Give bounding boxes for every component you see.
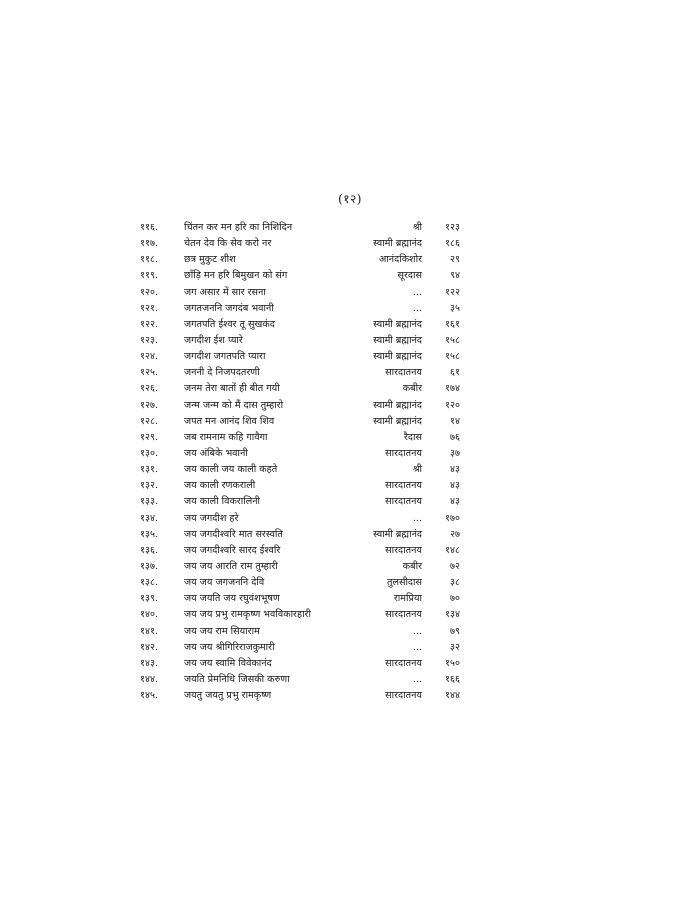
index-entry [140,333,460,349]
entry-number: १३८. [140,577,159,589]
entry-title: जय जय प्रभु रामकृष्ण भवविकारहारी [184,609,311,621]
entry-title: जननी दे निजपदतरणी [184,367,260,379]
entry-title: जग असार में सार रसना [184,286,266,298]
entry-title: जय काली रणकराली [184,480,256,492]
index-entry [140,543,460,559]
entry-title: छाँड़ि मन हरि बिमुखन को संग [184,270,288,282]
index-entry [140,640,460,656]
entry-number: ११९. [140,270,159,282]
entry-author: कबीर [402,383,422,395]
entry-page-ref: १६६ [445,673,460,685]
index-entry [140,381,460,397]
entry-author: आनंदकिशोर [378,254,422,266]
entry-author: सारदातनय [385,690,422,702]
entry-author: सारदातनय [385,447,422,459]
entry-number: ११८. [140,254,159,266]
entry-author: स्वामी ब्रह्मानंद [373,318,422,330]
entry-number: १३५. [140,528,159,540]
entry-number: ११६. [140,222,159,233]
entry-page-ref: ३२ [450,641,460,653]
entry-title: जपत मन आनंद शिव शिव [184,415,275,427]
entry-page-ref: १२२ [445,286,460,298]
index-entry [140,446,460,462]
entry-author: स्वामी ब्रह्मानंद [373,334,422,346]
entry-number: १४५. [140,690,159,702]
index-entry [140,575,460,591]
entry-author: श्री [412,464,422,476]
entry-page-ref: ३८ [450,577,460,589]
entry-number: १३१. [140,464,159,476]
entry-number: १२३. [140,334,159,346]
entry-title: जय अंबिके भवानी [184,447,248,459]
entry-number: १३०. [140,447,159,459]
entry-author: ... [412,302,422,314]
entry-number: १२८. [140,415,159,427]
entry-author: सारदातनय [385,496,422,508]
index-entry [140,430,460,446]
entry-page-ref: ९४ [450,270,460,282]
entry-title: जय काली जय काली कहते [184,464,278,476]
entry-number: १४३. [140,657,159,669]
entry-author: कबीर [402,560,422,572]
entry-number: १२१. [140,302,159,314]
index-entry [140,365,460,381]
entry-author: स्वामी ब्रह्मानंद [373,415,422,427]
entry-number: १३४. [140,512,159,524]
entry-page-ref: १५८ [445,351,460,363]
entry-title: जनम तेरा बातों ही बीत गयी [184,383,280,395]
entry-title: जय जय राम सियाराम [184,625,260,637]
entry-author: स्वामी ब्रह्मानंद [373,399,422,411]
entry-page-ref: १४ [450,415,460,427]
entry-author: सारदातनय [385,544,422,556]
entry-author: ... [412,512,422,524]
entry-page-ref: १५० [445,657,460,669]
index-entry [140,398,460,414]
entry-page-ref: १३४ [445,609,460,621]
entry-page-ref: ७० [450,593,460,605]
entry-title: जगतजननि जगदंब भवानी [184,302,274,314]
entry-page-ref: १६१ [445,318,460,330]
page-number: (१२) [338,192,362,206]
entry-title: जगदीश जगतपति प्यारा [184,351,266,363]
entry-title: छत्र मुकुट शीश [184,254,236,266]
entry-page-ref: ४३ [450,464,460,476]
entry-page-ref: ७२ [450,560,460,572]
entry-number: १३३. [140,496,159,508]
entry-author: रैदास [404,431,422,443]
entry-author: तुलसीदास [386,577,422,589]
index-entry [140,236,460,252]
entry-author: स्वामी ब्रह्मानंद [373,351,422,363]
entry-page-ref: ७९ [450,625,460,637]
entry-title: जय काली विकरालिनी [184,496,261,508]
entry-number: १३७. [140,560,159,572]
entry-author: सूरदास [397,270,422,282]
entry-number: १४४. [140,673,159,685]
entry-number: १४२. [140,641,159,653]
entry-title: जन्म जन्म को मैं दास तुम्हारो [184,399,284,411]
entry-number: १२७. [140,399,159,411]
entry-number: १२०. [140,286,159,298]
entry-title: जय जय आरति राम तुम्हारी [184,560,278,572]
entry-page-ref: १४८ [445,544,460,556]
index-entry [140,220,460,236]
entry-page-ref: १७० [445,512,460,524]
entry-author: श्री [412,222,422,233]
entry-page-ref: ४३ [450,496,460,508]
entry-author: स्वामी ब्रह्मानंद [373,238,422,250]
entry-number: १२४. [140,351,159,363]
entry-number: १२२. [140,318,159,330]
entry-number: १२६. [140,383,159,395]
entry-number: १३९. [140,593,159,605]
index-entry [140,656,460,672]
index-entry [140,285,460,301]
entry-author: स्वामी ब्रह्मानंद [373,528,422,540]
entry-title: चिंतन कर मन हरि का निशिदिन [184,222,293,233]
entry-page-ref: ७६ [450,431,460,443]
entry-number: १४१. [140,625,159,637]
entry-title: चेतन देव कि सेव करो नर [184,238,272,250]
index-entry [140,624,460,640]
index-entry [140,301,460,317]
index-entry [140,494,460,510]
index-entry [140,462,460,478]
entry-number: १३६. [140,544,159,556]
entry-title: जगतपति ईश्वर तू सुखकंद [184,318,275,330]
entry-number: १२५. [140,367,159,379]
index-entry [140,252,460,268]
entry-author: सारदातनय [385,609,422,621]
entry-title: जब रामनाम कहि गावैगा [184,431,268,443]
entry-page-ref: ४३ [450,480,460,492]
index-entry [140,688,460,704]
entry-title: जय जगदीश हरे [184,512,239,524]
entry-author: सारदातनय [385,657,422,669]
index-entry [140,511,460,527]
entry-page-ref: १५८ [445,334,460,346]
entry-page-ref: २९ [450,254,460,266]
index-entry [140,591,460,607]
entry-number: ११७. [140,238,159,250]
entry-page-ref: १२० [445,399,460,411]
entry-author: सारदातनय [385,480,422,492]
entry-page-ref: १८६ [445,238,460,250]
index-entry [140,317,460,333]
entry-title: जय जगदीश्वरि सारद ईश्वरि [184,544,281,556]
index-entry [140,268,460,284]
index-entry [140,414,460,430]
entry-title: जय जय जगजननि देवि [184,577,265,589]
entry-author: सारदातनय [385,367,422,379]
index-entry [140,527,460,543]
entry-number: १३२. [140,480,159,492]
entry-author: ... [412,286,422,298]
entry-title: जय जयति जय रघुवंशभूषण [184,593,280,605]
entry-number: १४०. [140,609,159,621]
entry-page-ref: ३७ [450,447,460,459]
entry-title: जय जय श्रीगिरिराजकुमारी [184,641,275,653]
entry-page-ref: १४४ [445,690,460,702]
entry-title: जय जय स्वामि विवेकानंद [184,657,272,669]
entry-title: जगदीश ईश प्यारे [184,334,243,346]
entry-title: जयतु जयतु प्रभु रामकृष्ण [184,690,272,702]
index-entry [140,559,460,575]
entry-page-ref: १७४ [445,383,460,395]
entry-page-ref: १२३ [445,222,460,233]
entry-author: ... [412,625,422,637]
index-list [140,220,460,704]
entry-number: १२९. [140,431,159,443]
entry-author: ... [412,641,422,653]
entry-title: जय जगदीश्वरि मात सरस्वति [184,528,283,540]
index-entry [140,607,460,623]
entry-page-ref: ३५ [450,302,460,314]
index-entry [140,478,460,494]
entry-title: जयति प्रेमनिधि जिसकी करुणा [184,673,290,685]
entry-page-ref: २७ [450,528,460,540]
index-entry [140,349,460,365]
entry-page-ref: ६१ [450,367,460,379]
entry-author: ... [412,673,422,685]
index-entry [140,672,460,688]
entry-author: रामप्रिया [393,593,422,605]
